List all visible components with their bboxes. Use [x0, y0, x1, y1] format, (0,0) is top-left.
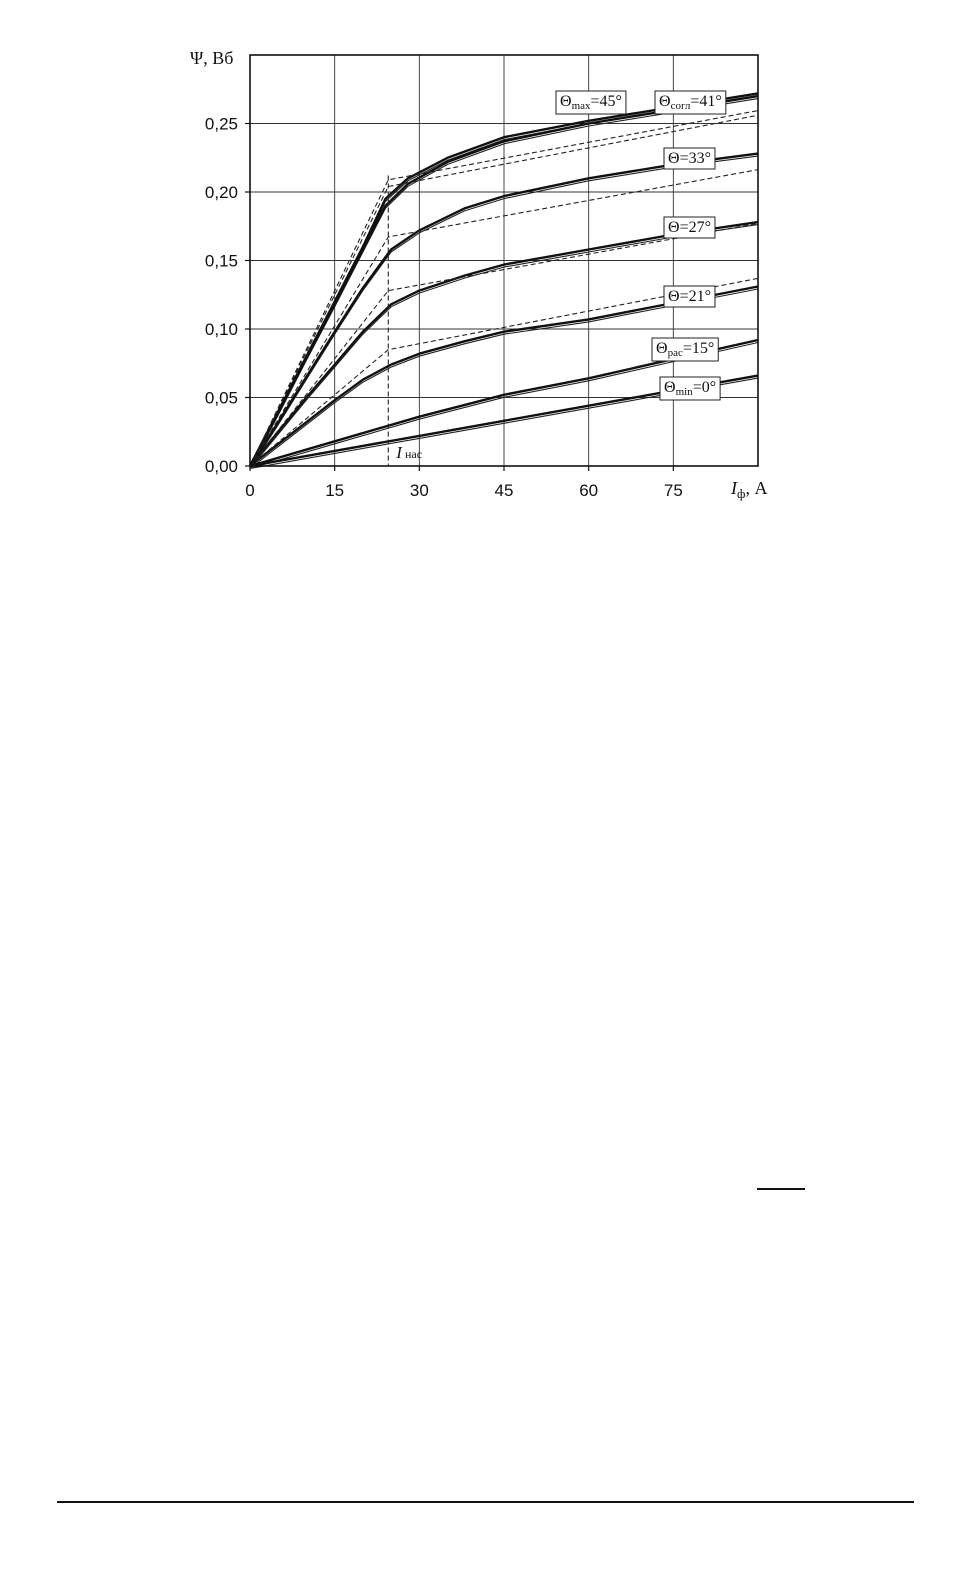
- curve-label-sub-1: согл: [670, 100, 691, 112]
- x-axis-title-main: I: [731, 478, 737, 498]
- curve-label-4: [664, 286, 715, 307]
- curve-label-tail-6: =0°: [692, 379, 717, 396]
- y-tick-label-5: 0,25: [204, 114, 238, 134]
- x-axis-title-sub: ф: [737, 486, 746, 501]
- y-tick-label-2: 0,10: [204, 320, 238, 339]
- curve-label-sub-0: max: [571, 100, 591, 112]
- saturation-label-sub: нас: [404, 447, 423, 461]
- saturation-marker: [388, 176, 422, 466]
- saturation-label-main: I: [396, 443, 402, 462]
- saturation-label: [395, 443, 422, 462]
- x-tick-label-0: 0: [245, 481, 255, 500]
- curve-label-text-3: [668, 219, 711, 236]
- x-tick-label-2: 30: [409, 481, 429, 500]
- grid: [250, 55, 758, 466]
- curve-label-text-4: [668, 288, 711, 305]
- curve-label-text-0: [560, 93, 622, 112]
- curve-label-text-2: [668, 150, 711, 167]
- curve-label-symbol-0: Θ: [560, 93, 572, 110]
- y-axis-title: Ψ, Вб: [190, 48, 234, 68]
- x-tick-label-4: 60: [579, 481, 599, 500]
- curve-label-tail-0: =45°: [590, 93, 622, 110]
- y-tick-label-3: 0,15: [204, 251, 238, 271]
- y-tick-label-4: 0,20: [204, 183, 238, 202]
- curve-label-sub-5: рас: [667, 347, 683, 359]
- curve-label-symbol-4: Θ: [668, 288, 680, 305]
- curve-label-2: [664, 148, 715, 169]
- curve-label-text-1: [659, 93, 722, 112]
- x-tick-label-1: 15: [325, 481, 345, 500]
- y-tick-label-0: 0,00: [204, 457, 238, 476]
- curve-label-3: [664, 217, 715, 238]
- x-axis-title-unit: , А: [745, 478, 768, 498]
- curve-label-5: [652, 338, 718, 361]
- tick-labels: [205, 115, 683, 501]
- x-tick-label-3: 45: [494, 481, 514, 500]
- curve-label-sub-6: min: [675, 386, 693, 398]
- curve-label-tail-2: =33°: [679, 150, 711, 167]
- curve-label-text-5: [656, 340, 714, 359]
- y-tick-label-1: 0,05: [204, 388, 238, 408]
- curve-label-tail-4: =21°: [679, 288, 711, 305]
- curve-label-symbol-3: Θ: [668, 219, 680, 236]
- curve-label-symbol-6: Θ: [664, 379, 676, 396]
- curve-label-tail-3: =27°: [679, 219, 711, 236]
- curve-label-0: [556, 91, 626, 114]
- curve-label-6: [660, 377, 720, 400]
- curve-label-symbol-2: Θ: [668, 150, 680, 167]
- x-tick-label-5: 75: [663, 481, 683, 500]
- footnote-rule: [757, 1188, 805, 1190]
- x-axis-title: [730, 478, 767, 501]
- curve-label-tail-5: =15°: [682, 340, 715, 357]
- curve-label-symbol-5: Θ: [656, 340, 668, 357]
- curve-label-symbol-1: Θ: [659, 93, 671, 110]
- curve-label-1: [655, 91, 726, 114]
- curve-label-tail-1: =41°: [690, 93, 722, 110]
- page-bottom-rule: [57, 1501, 914, 1503]
